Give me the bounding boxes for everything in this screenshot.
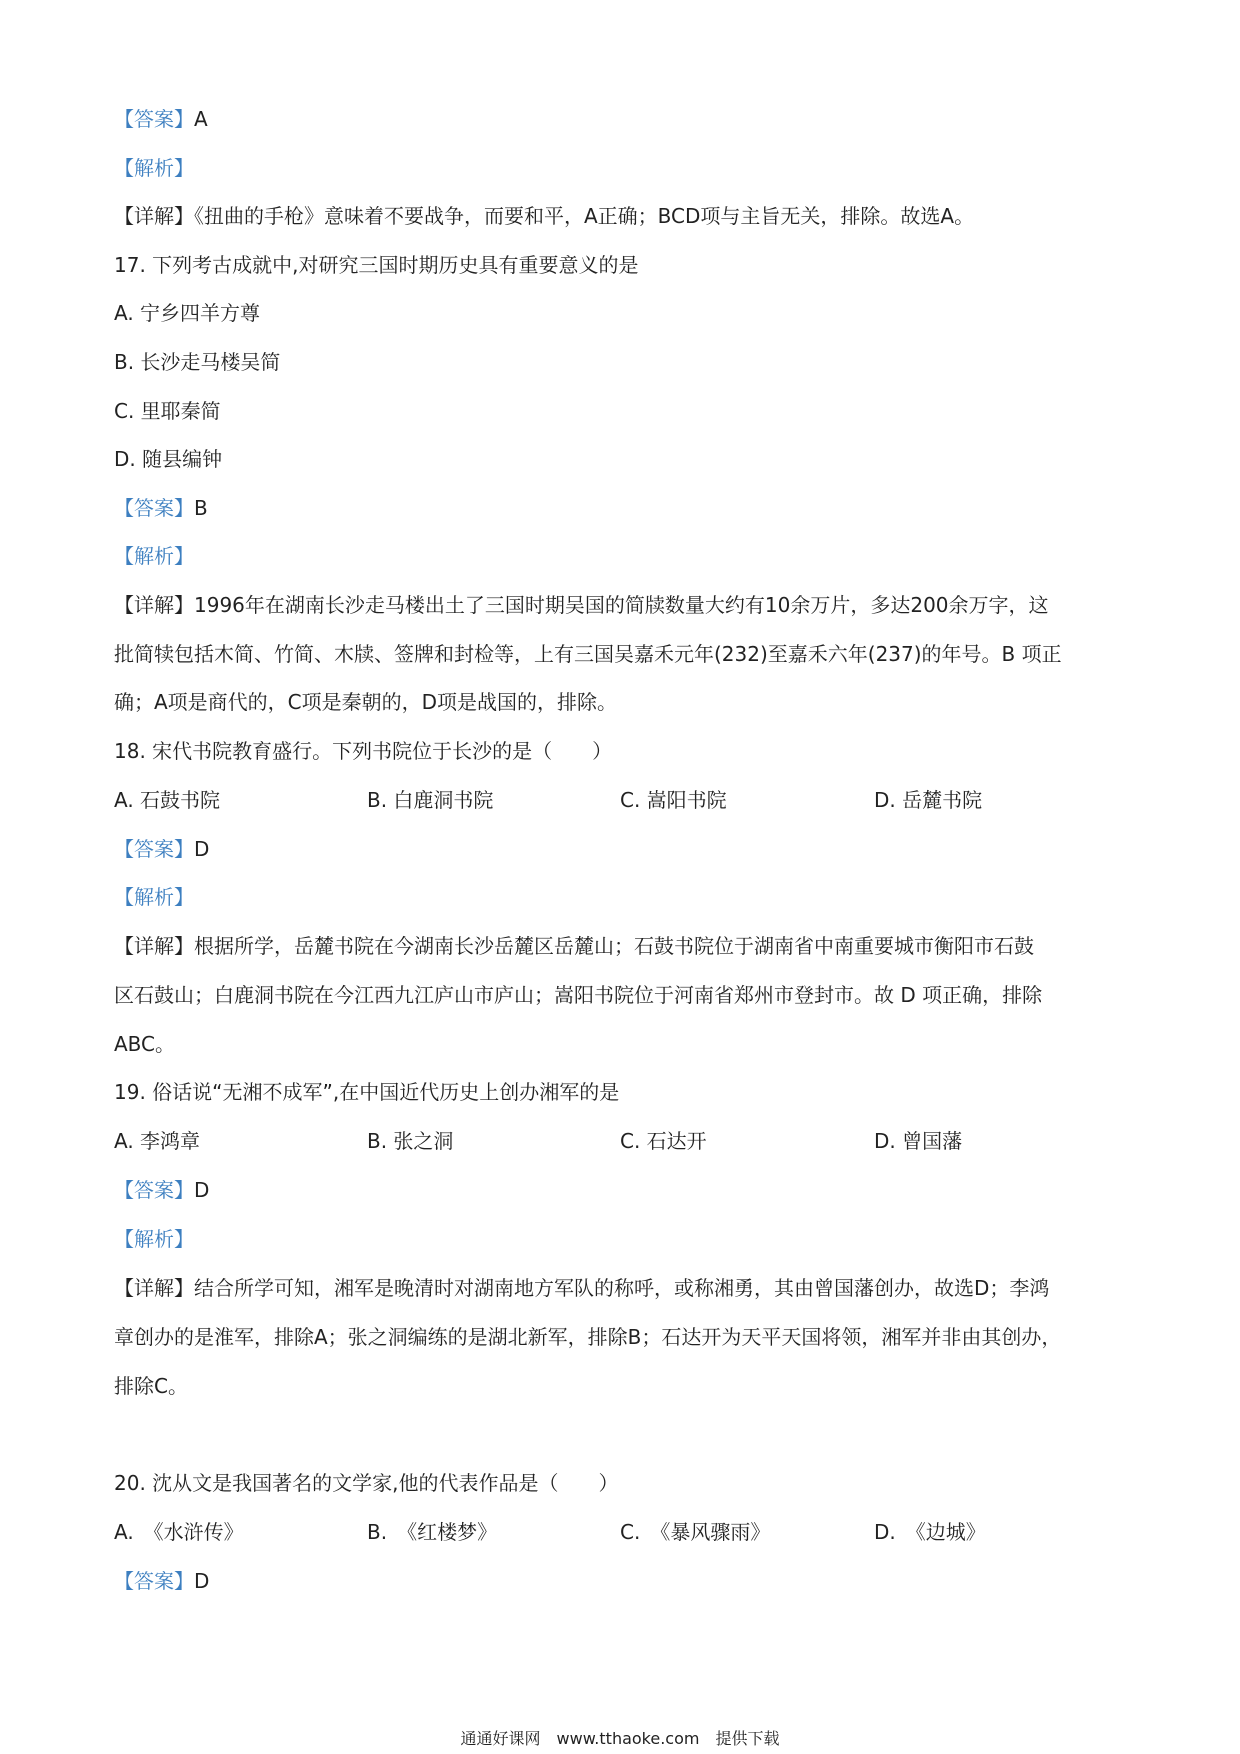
q17-detail-line-3: 确；A项是商代的，C项是秦朝的，D项是战国的，排除。: [114, 690, 618, 714]
q18-answer-line: [114, 834, 1134, 864]
q16-answer: A: [194, 107, 208, 131]
q17-answer: B: [194, 496, 208, 520]
q19-answer-line: [114, 1175, 1134, 1205]
analysis-tag: 【解析】: [114, 885, 194, 909]
q19-option-c: C. 石达开: [620, 1129, 707, 1153]
q18-analysis-line: [114, 882, 1134, 912]
analysis-tag: 【解析】: [114, 544, 194, 568]
q17-detail-line-2: 批简犊包括木简、竹简、木牍、签牌和封检等，上有三国吴嘉禾元年(232)至嘉禾六年(237)的年号。B 项正: [114, 642, 1062, 666]
q18-option-a: A. 石鼓书院: [114, 788, 221, 812]
q19-option-b: B. 张之洞: [367, 1129, 454, 1153]
answer-tag: 【答案】: [114, 107, 194, 131]
q17-detail-text-1: 1996年在湖南长沙走马楼出土了三国时期吴国的简牍数量大约有10余万片，多达200余万字，这: [194, 593, 1049, 617]
detail-tag: 【详解】: [114, 593, 194, 617]
q16-analysis-line: [114, 153, 1134, 183]
q20-answer-line: [114, 1566, 1134, 1596]
answer-tag: 【答案】: [114, 496, 194, 520]
detail-tag: 【详解】: [114, 934, 194, 958]
q20-option-d: D. 《边城》: [874, 1520, 986, 1544]
detail-tag: 【详解】: [114, 204, 194, 228]
q18-stem: 18. 宋代书院教育盛行。下列书院位于长沙的是（ ）: [114, 739, 613, 763]
q17-answer-line: [114, 493, 1134, 523]
q17-detail-line-1: [114, 590, 1134, 620]
q16-detail-line: [114, 201, 1134, 231]
q17-analysis-line: [114, 541, 1134, 571]
q17-option-c: C. 里耶秦简: [114, 399, 221, 423]
q18-option-b: B. 白鹿洞书院: [367, 788, 494, 812]
q16-detail: 《扭曲的手枪》意味着不要战争，而要和平，A正确；BCD项与主旨无关，排除。故选A。: [194, 204, 975, 228]
q17-option-d: D. 随县编钟: [114, 447, 223, 471]
q16-answer-line: [114, 104, 1134, 134]
q19-answer: D: [194, 1178, 210, 1202]
q19-option-a: A. 李鸿章: [114, 1129, 201, 1153]
q17-option-a: A. 宁乡四羊方尊: [114, 301, 261, 325]
q17-stem: 17. 下列考古成就中,对研究三国时期历史具有重要意义的是: [114, 253, 639, 277]
q19-detail-text-1: 结合所学可知，湘军是晚清时对湖南地方军队的称呼，或称湘勇，其由曾国藩创办，故选D；李鸿: [194, 1276, 1050, 1300]
q19-detail-line-2: 章创办的是淮军，排除A；张之洞编练的是湖北新军，排除B；石达开为天平天国将领，湘军并非由其创办，: [114, 1325, 1062, 1349]
q18-detail-text-1: 根据所学，岳麓书院在今湖南长沙岳麓区岳麓山；石鼓书院位于湖南省中南重要城市衡阳市石鼓: [194, 934, 1034, 958]
q20-answer: D: [194, 1569, 210, 1593]
q19-option-d: D. 曾国藩: [874, 1129, 963, 1153]
q20-option-c: C. 《暴风骤雨》: [620, 1520, 771, 1544]
q18-answer: D: [194, 837, 210, 861]
detail-tag: 【详解】: [114, 1276, 194, 1300]
q20-option-b: B. 《红楼梦》: [367, 1520, 498, 1544]
page-footer: 通通好课网 www.tthaoke.com 提供下载: [460, 1729, 780, 1748]
q18-option-d: D. 岳麓书院: [874, 788, 983, 812]
answer-tag: 【答案】: [114, 1569, 194, 1593]
q19-detail-line-3: 排除C。: [114, 1374, 188, 1398]
q18-option-c: C. 嵩阳书院: [620, 788, 727, 812]
q19-stem: 19. 俗话说“无湘不成军”,在中国近代历史上创办湘军的是: [114, 1080, 620, 1104]
q20-stem: 20. 沈从文是我国著名的文学家,他的代表作品是（ ）: [114, 1471, 619, 1495]
answer-tag: 【答案】: [114, 837, 194, 861]
q19-detail-line-1: [114, 1273, 1134, 1303]
analysis-tag: 【解析】: [114, 156, 194, 180]
q20-option-a: A. 《水浒传》: [114, 1520, 244, 1544]
q18-detail-line-1: [114, 931, 1134, 961]
analysis-tag: 【解析】: [114, 1227, 194, 1251]
q18-detail-line-2: 区石鼓山；白鹿洞书院在今江西九江庐山市庐山；嵩阳书院位于河南省郑州市登封市。故 D 项正确，排除: [114, 983, 1043, 1007]
q18-detail-line-3: ABC。: [114, 1032, 176, 1056]
answer-tag: 【答案】: [114, 1178, 194, 1202]
q19-analysis-line: [114, 1224, 1134, 1254]
q17-option-b: B. 长沙走马楼吴简: [114, 350, 281, 374]
